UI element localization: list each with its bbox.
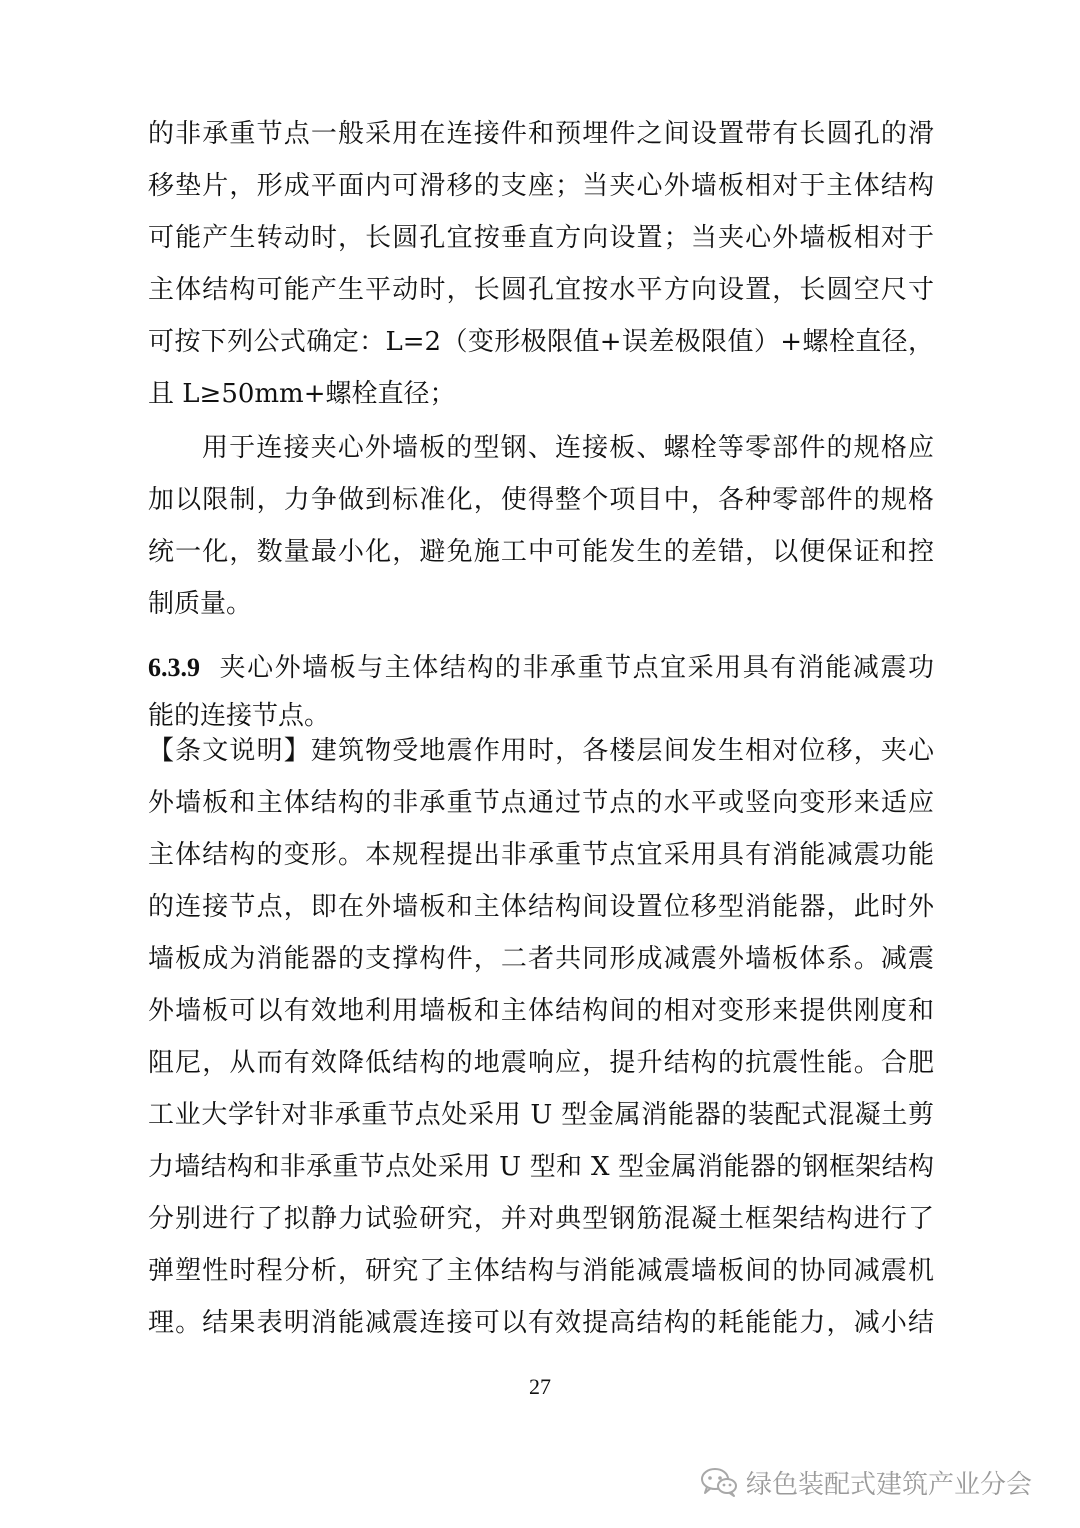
clause-number: 6.3.9 xyxy=(148,653,200,682)
watermark-text: 绿色装配式建筑产业分会 xyxy=(746,1469,1033,1500)
watermark xyxy=(700,1462,1032,1502)
text-line: 且 L≥50mm+螺栓直径； xyxy=(148,379,456,409)
text-line: 阻尼，从而有效降低结构的地震响应，提升结构的抗震性能。合肥 xyxy=(148,1048,934,1078)
text-line: 【条文说明】建筑物受地震作用时，各楼层间发生相对位移，夹心 xyxy=(148,736,934,766)
text-line: 用于连接夹心外墙板的型钢、连接板、螺栓等零部件的规格应 xyxy=(202,433,934,463)
text-line: 外墙板可以有效地利用墙板和主体结构间的相对变形来提供刚度和 xyxy=(148,996,934,1026)
text-line: 分别进行了拟静力试验研究，并对典型钢筋混凝土框架结构进行了 xyxy=(148,1204,934,1234)
text-line: 弹塑性时程分析，研究了主体结构与消能减震墙板间的协同减震机 xyxy=(148,1256,934,1286)
text-line: 统一化，数量最小化，避免施工中可能发生的差错，以便保证和控 xyxy=(148,537,934,567)
text-line: 的非承重节点一般采用在连接件和预埋件之间设置带有长圆孔的滑 xyxy=(148,119,934,149)
text-line: 理。结果表明消能减震连接可以有效提高结构的耗能能力，减小结 xyxy=(148,1308,934,1338)
text-line: 制质量。 xyxy=(148,589,253,619)
text-line: 力墙结构和非承重节点处采用 U 型和 X 型金属消能器的钢框架结构 xyxy=(148,1152,934,1182)
text-line: 工业大学针对非承重节点处采用 U 型金属消能器的装配式混凝土剪 xyxy=(148,1100,934,1130)
wechat-icon xyxy=(700,1467,738,1497)
page-number: 27 xyxy=(529,1374,551,1399)
text-line: 主体结构可能产生平动时，长圆孔宜按水平方向设置，长圆空尺寸 xyxy=(148,275,934,305)
text-line: 可能产生转动时，长圆孔宜按垂直方向设置；当夹心外墙板相对于 xyxy=(148,223,934,253)
text-line: 主体结构的变形。本规程提出非承重节点宜采用具有消能减震功能 xyxy=(148,840,934,870)
text-line: 移垫片，形成平面内可滑移的支座；当夹心外墙板相对于主体结构 xyxy=(148,171,934,201)
clause-text: 夹心外墙板与主体结构的非承重节点宜采用具有消能减震功 xyxy=(218,653,934,683)
clause-heading xyxy=(148,652,934,684)
text-line: 墙板成为消能器的支撑构件，二者共同形成减震外墙板体系。减震 xyxy=(148,944,934,974)
text-line: 的连接节点，即在外墙板和主体结构间设置位移型消能器，此时外 xyxy=(148,892,934,922)
clause-text: 能的连接节点。 xyxy=(148,701,331,731)
text-line: 可按下列公式确定：L=2（变形极限值+误差极限值）+螺栓直径， xyxy=(148,327,934,357)
text-line: 加以限制，力争做到标准化，使得整个项目中，各种零部件的规格 xyxy=(148,485,934,515)
text-line: 外墙板和主体结构的非承重节点通过节点的水平或竖向变形来适应 xyxy=(148,788,934,818)
